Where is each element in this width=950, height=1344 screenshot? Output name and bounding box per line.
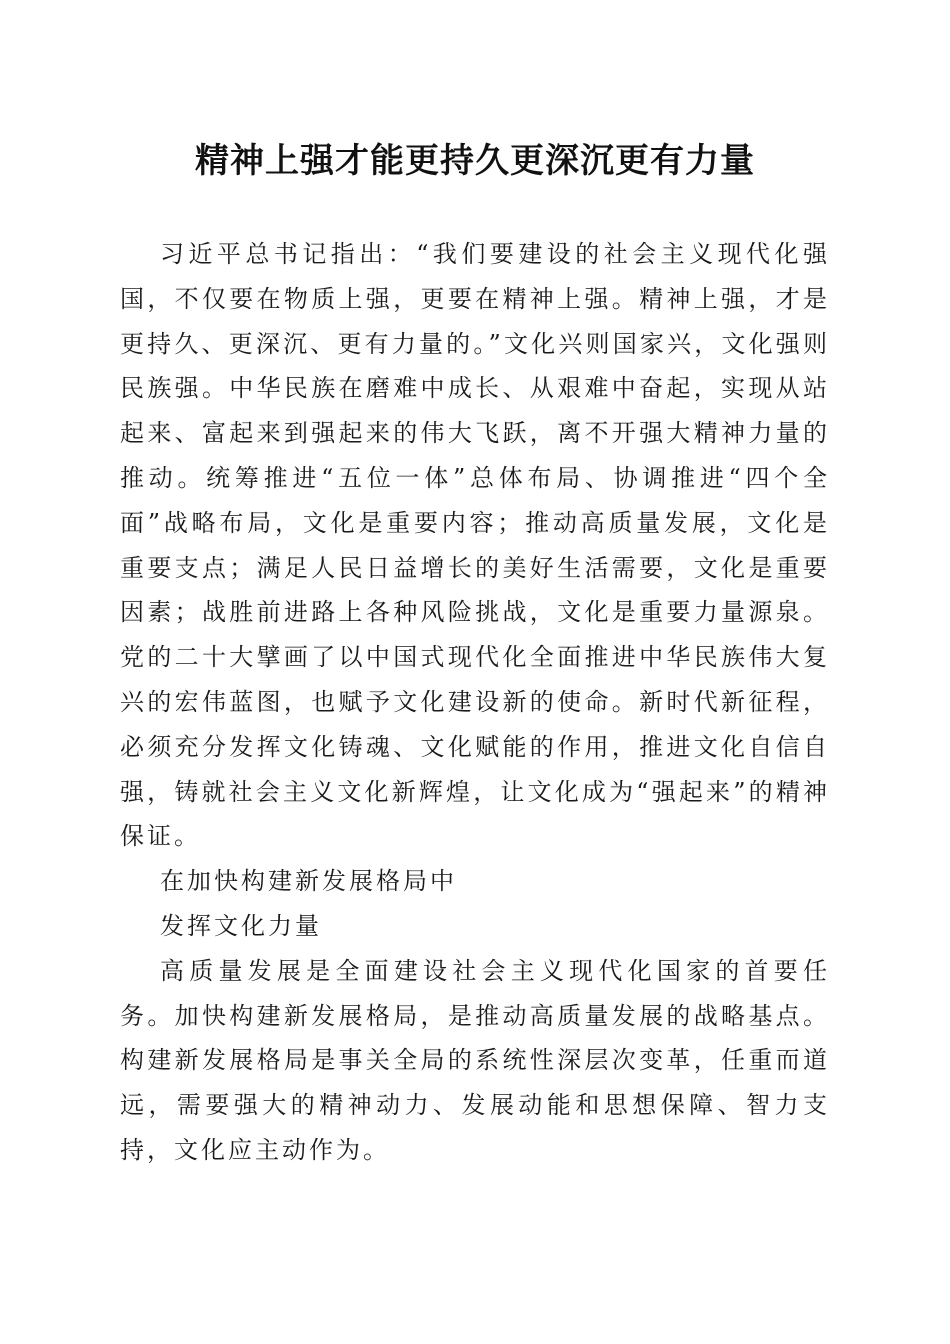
document-title: 精神上强才能更持久更深沉更有力量 [195,141,755,181]
section-heading-line-2: 发挥文化力量 [160,911,322,940]
document-body [120,232,830,1173]
intro-paragraph: 习近平总书记指出：“我们要建设的社会主义现代化强国，不仅要在物质上强，更要在精神上强。精神上强，才是更持久、更深沉、更有力量的。”文化兴则国家兴，文化强则民族强。中华民族在磨难中成长、从艰难中奋起，实现从站起来、富起来到强起来的伟大飞跃，离不开强大精神力量的推动。统筹推进“五位一体”总体布局、协调推进“四个全面”战略布局，文化是重要内容；推动高质量发展，文化是重要支点；满足人民日益增长的美好生活需要，文化是重要因素；战胜前进路上各种风险挑战，文化是重要力量源泉。党的二十大擘画了以中国式现代化全面推进中华民族伟大复兴的宏伟蓝图，也赋予文化建设新的使命。新时代新征程，必须充分发挥文化铸魂、文化赋能的作用，推进文化自信自强，铸就社会主义文化新辉煌，让文化成为“强起来”的精神保证。 [120,240,830,851]
section-heading-line-1: 在加快构建新发展格局中 [160,867,457,896]
section-paragraph: 高质量发展是全面建设社会主义现代化国家的首要任务。加快构建新发展格局，是推动高质量发展的战略基点。构建新发展格局是事关全局的系统性深层次变革，任重而道远，需要强大的精神动力、发展动能和思想保障、智力支持，文化应主动作为。 [120,956,830,1164]
